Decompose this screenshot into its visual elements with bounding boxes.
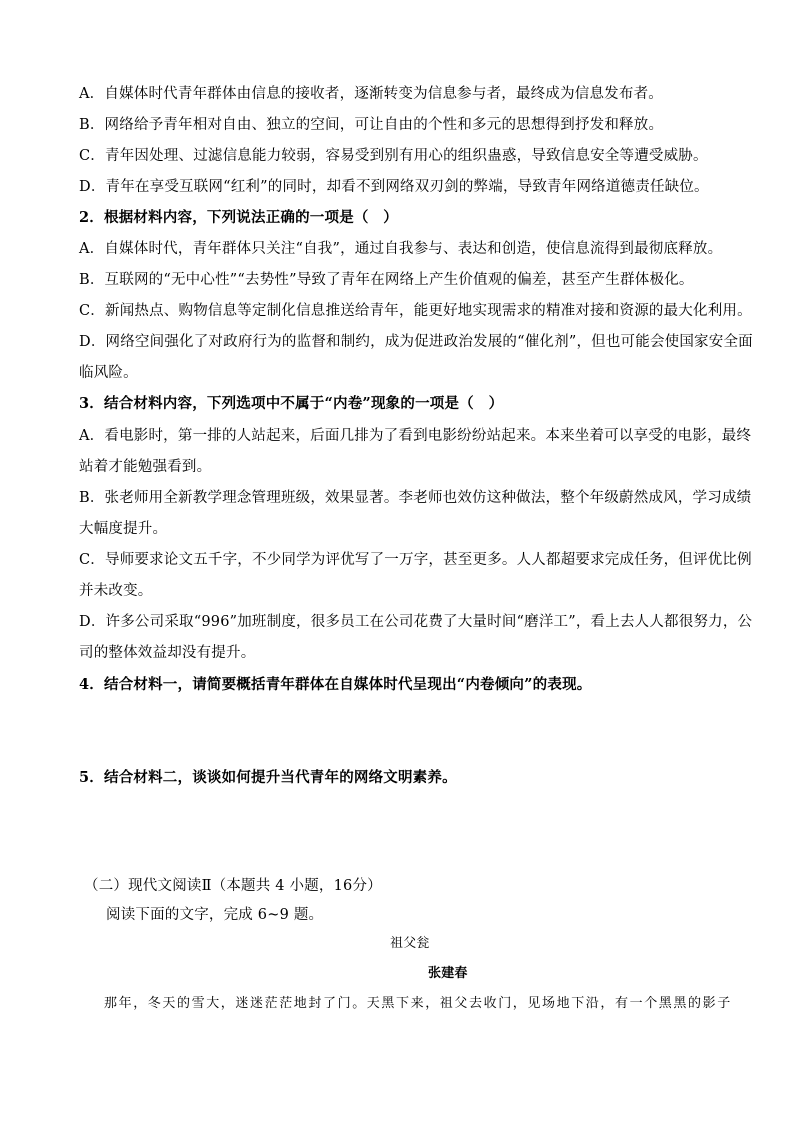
option-line-continued: 并未改变。 xyxy=(79,583,153,599)
question-5: 5．结合材料二，谈谈如何提升当代青年的网络文明素养。 xyxy=(79,769,457,786)
section-instruction: 阅读下面的文字，完成 6~9 题。 xyxy=(106,907,324,923)
passage-text: 那年，冬天的雪大，迷迷茫茫地封了门。天黑下来，祖父去收门，见场地下沿，有一个黑黑的影子 xyxy=(104,996,732,1011)
passage-title: 祖父瓮 xyxy=(390,936,430,951)
option-line: D．许多公司采取“996”加班制度，很多员工在公司花费了大量时间“磨洋工”，看上去人人都很努力，公 xyxy=(79,614,753,630)
option-line: D．网络空间强化了对政府行为的监督和制约，成为促进政治发展的“催化剂”，但也可能会使国家安全面 xyxy=(79,334,753,350)
option-line-continued: 站着才能勉强看到。 xyxy=(79,459,212,475)
option-line-continued: 临风险。 xyxy=(79,365,138,381)
option-line: A．看电影时，第一排的人站起来，后面几排为了看到电影纷纷站起来。本来坐着可以享受的电影，最终 xyxy=(79,428,752,444)
option-line: C．导师要求论文五千字，不少同学为评优写了一万字，甚至更多。人人都超要求完成任务，但评优比例 xyxy=(79,552,752,568)
option-line-continued: 司的整体效益却没有提升。 xyxy=(79,645,256,661)
option-line-continued: 大幅度提升。 xyxy=(79,521,168,537)
option-line: C．青年因处理、过滤信息能力较弱，容易受到别有用心的组织蛊惑，导致信息安全等遭受威胁。 xyxy=(79,148,708,164)
passage-author: 张建春 xyxy=(428,966,468,981)
question-3: 3．结合材料内容，下列选项中不属于“内卷”现象的一项是（ ） xyxy=(79,395,504,412)
question-4: 4．结合材料一，请简要概括青年群体在自媒体时代呈现出“内卷倾向”的表现。 xyxy=(79,676,592,693)
section-title: （二）现代文阅读Ⅱ（本题共 4 小题，16分） xyxy=(84,878,382,894)
option-line: B．网络给予青年相对自由、独立的空间，可让自由的个性和多元的思想得到抒发和释放。 xyxy=(79,117,664,133)
option-line: C．新闻热点、购物信息等定制化信息推送给青年，能更好地实现需求的精准对接和资源的最大化利用。 xyxy=(79,303,752,319)
option-line: B．互联网的“无中心性”“去势性”导致了青年在网络上产生价值观的偏差，甚至产生群体极化。 xyxy=(79,272,694,288)
option-line: B．张老师用全新教学理念管理班级，效果显著。李老师也效仿这种做法，整个年级蔚然成风，学习成绩 xyxy=(79,490,752,506)
option-line: D．青年在享受互联网“红利”的同时，却看不到网络双刃剑的弊端，导致青年网络道德责任缺位。 xyxy=(79,179,709,195)
option-line: A．自媒体时代，青年群体只关注“自我”，通过自我参与、表达和创造，使信息流得到最彻底释放。 xyxy=(79,241,723,257)
option-line: A．自媒体时代青年群体由信息的接收者，逐渐转变为信息参与者，最终成为信息发布者。 xyxy=(79,86,663,102)
question-2: 2．根据材料内容，下列说法正确的一项是（ ） xyxy=(79,209,398,226)
